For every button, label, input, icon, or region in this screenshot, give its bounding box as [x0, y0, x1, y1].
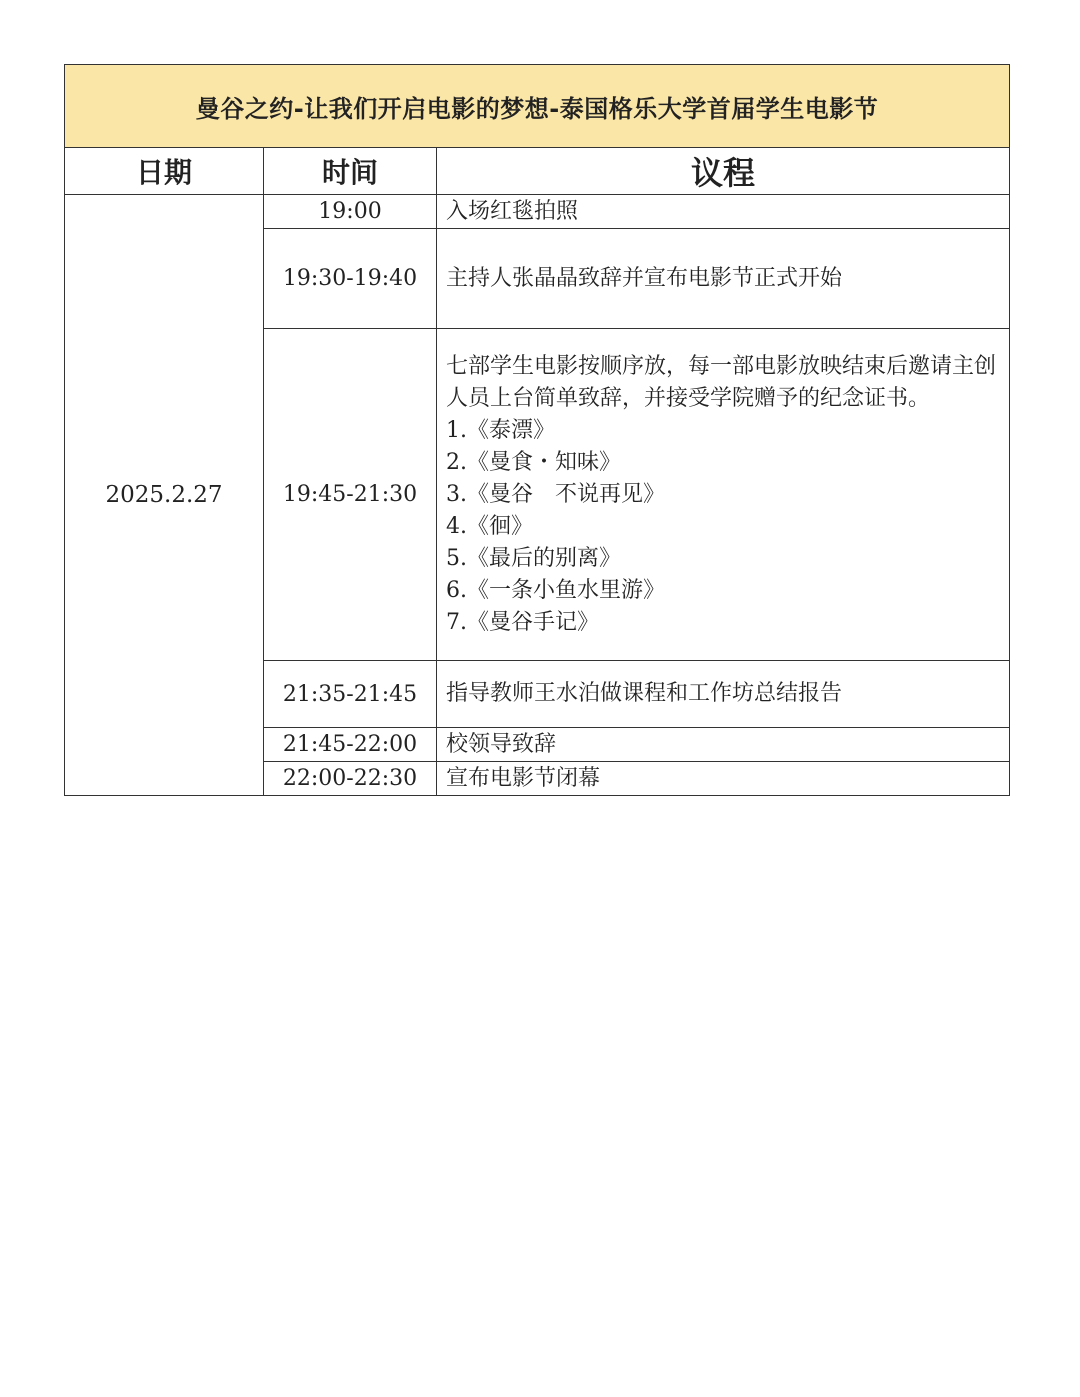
film-item: 4.《徊》 [446, 513, 533, 539]
film-item: 6.《一条小鱼水里游》 [446, 577, 665, 603]
table-row [65, 195, 1010, 229]
agenda-cell: 入场红毯拍照 [437, 195, 1010, 229]
agenda-cell: 宣布电影节闭幕 [437, 762, 1010, 796]
film-item: 1.《泰漂》 [446, 417, 555, 443]
table-title: 曼谷之约-让我们开启电影的梦想-泰国格乐大学首届学生电影节 [65, 65, 1010, 148]
film-item: 7.《曼谷手记》 [446, 609, 599, 635]
header-agenda: 议程 [437, 148, 1010, 195]
header-row [65, 148, 1010, 195]
agenda-cell: 指导教师王水泊做课程和工作坊总结报告 [437, 661, 1010, 728]
agenda-cell: 主持人张晶晶致辞并宣布电影节正式开始 [437, 229, 1010, 329]
title-row [65, 65, 1010, 148]
film-item: 5.《最后的别离》 [446, 545, 621, 571]
agenda-cell: 校领导致辞 [437, 728, 1010, 762]
header-time: 时间 [264, 148, 437, 195]
time-cell: 21:35-21:45 [264, 661, 437, 728]
agenda-cell [437, 329, 1010, 661]
time-cell: 19:30-19:40 [264, 229, 437, 329]
time-cell: 19:00 [264, 195, 437, 229]
date-cell: 2025.2.27 [65, 195, 264, 796]
time-cell: 19:45-21:30 [264, 329, 437, 661]
film-list [446, 415, 999, 639]
time-cell: 21:45-22:00 [264, 728, 437, 762]
header-date: 日期 [65, 148, 264, 195]
agenda-text: 七部学生电影按顺序放，每一部电影放映结束后邀请主创人员上台简单致辞，并接受学院赠予的纪念证书。 [446, 353, 997, 411]
film-item: 2.《曼食・知味》 [446, 449, 621, 475]
film-item: 3.《曼谷 不说再见》 [446, 481, 665, 507]
time-cell: 22:00-22:30 [264, 762, 437, 796]
schedule-table [64, 64, 1010, 796]
